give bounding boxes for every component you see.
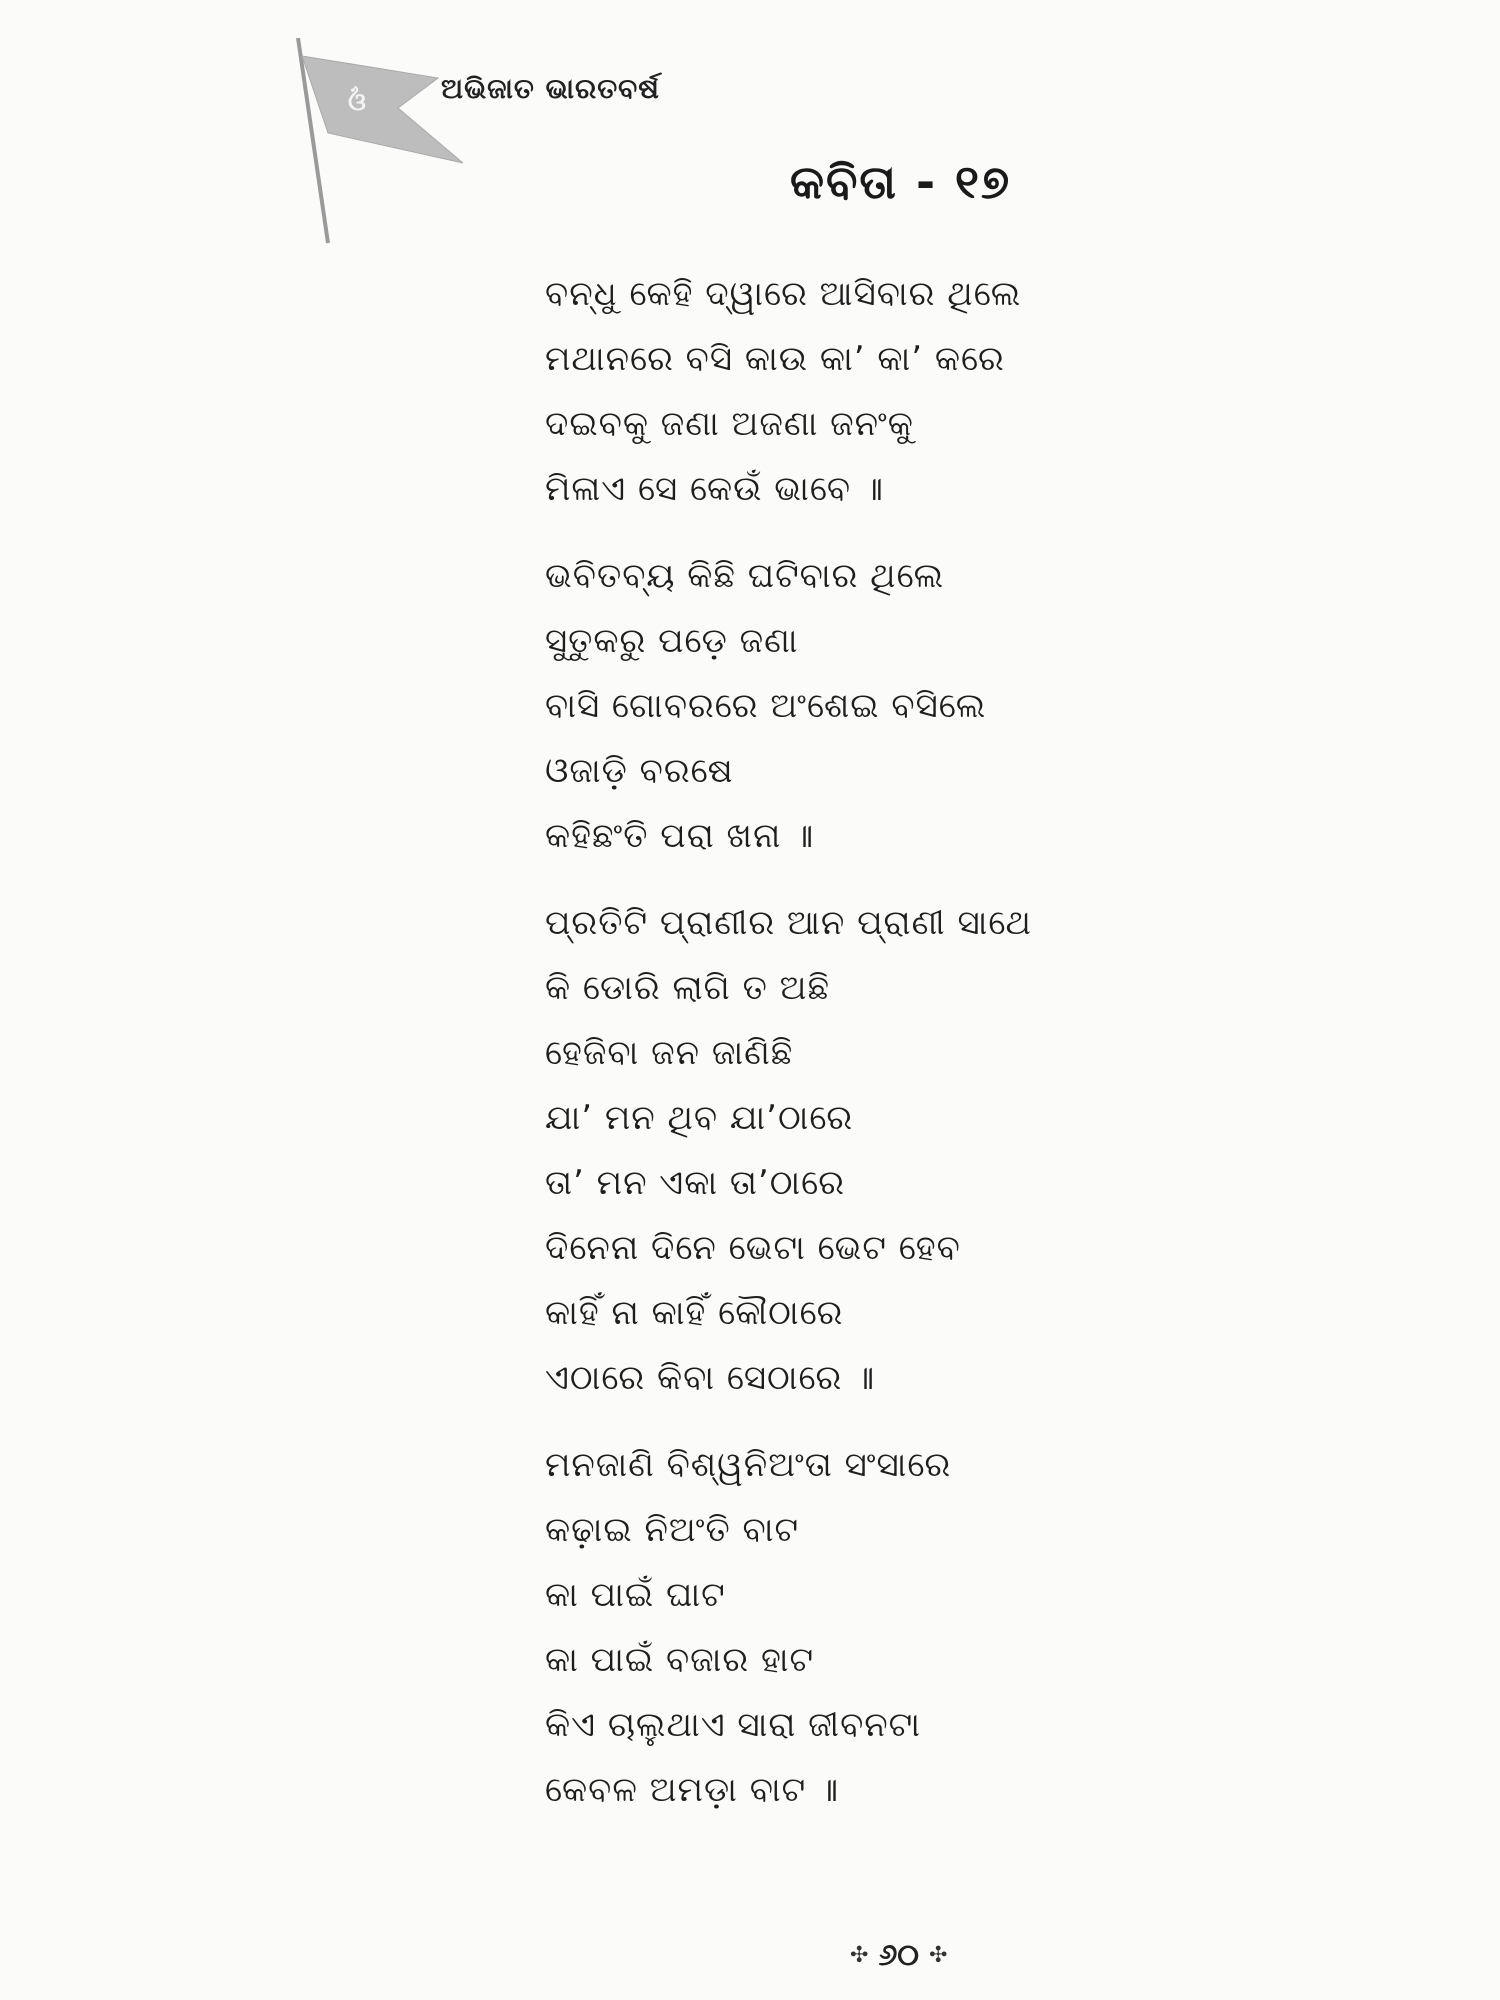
poem-line: ହେଜିବା ଜନ ଜାଣିଛି	[545, 1033, 794, 1073]
ornament-right-icon: ✣	[929, 1943, 948, 1968]
poem-line: ମନଜାଣି ବିଶ୍ୱନିଅଂତା ସଂସାରେ	[545, 1445, 952, 1485]
poem-line: କା ପାଇଁ ବଜାର ହାଟ	[545, 1640, 815, 1680]
poem-line: ଦଇବକୁ ଜଣା ଅଜଣା ଜନଂକୁ	[545, 404, 914, 444]
flag-logo-icon	[288, 38, 468, 248]
poem-line: ଏଠାରେ କିବା ସେଠାରେ ॥	[545, 1358, 876, 1398]
poem-line: କଢ଼ାଇ ନିଅଂତି ବାଟ	[545, 1510, 800, 1550]
poem-line: ତା’ ମନ ଏକା ତା’ଠାରେ	[545, 1163, 845, 1203]
poem-line: ଭବିତବ୍ୟ କିଛି ଘଟିବାର ଥିଲେ	[545, 556, 945, 596]
stanza-3	[545, 891, 1245, 1411]
poem-line: ବନ୍ଧୁ କେହି ଦ୍ୱାରେ ଆସିବାର ଥିଲେ	[545, 274, 1022, 314]
ornament-left-icon: ✣	[850, 1943, 869, 1968]
poem-body	[545, 262, 1245, 1845]
poem-line: ମଥାନରେ ବସି କାଉ କା’ କା’ କରେ	[545, 339, 1005, 379]
poem-line: ମିଳାଏ ସେ କେଉଁ ଭାବେ ॥	[545, 469, 884, 509]
poem-line: କା ପାଇଁ ଘାଟ	[545, 1575, 726, 1615]
poem-line: ସୁତୁକରୁ ପଡ଼େ ଜଣା	[545, 621, 799, 661]
page-number: ୬୦	[878, 1938, 919, 1973]
poem-line: କି ଡୋରି ଲାଗି ତ ଅଛି	[545, 968, 831, 1008]
poem-line: କାହିଁ ନା କାହିଁ କୌଠାରେ	[545, 1293, 844, 1333]
running-head: ଅଭିଜାତ ଭାରତବର୍ଷ	[441, 72, 660, 105]
poem-line: ପ୍ରତିଟି ପ୍ରାଣୀର ଆନ ପ୍ରାଣୀ ସାଥେ	[545, 903, 1032, 943]
poem-title: କବିତା - ୧୭	[790, 155, 1012, 209]
poem-line: କିଏ ଚାଲୁଥାଏ ସାରା ଜୀବନଟା	[545, 1705, 921, 1745]
poem-line: କେବଳ ଅମଡ଼ା ବାଟ ॥	[545, 1770, 840, 1810]
poem-line: ଓଜାଡ଼ି ବରଷେ	[545, 751, 734, 791]
poem-line: ଯା’ ମନ ଥିବ ଯା’ଠାରେ	[545, 1098, 854, 1138]
poem-line: ଦିନେନା ଦିନେ ଭେଟା ଭେଟ ହେବ	[545, 1228, 961, 1268]
poem-line: କହିଛଂତି ପରା ଖନା ॥	[545, 816, 815, 856]
stanza-4	[545, 1433, 1245, 1823]
stanza-1	[545, 262, 1245, 522]
page-footer	[850, 1938, 947, 1973]
poem-line: ବାସି ଗୋବରରେ ଅଂଶେଇ ବସିଲେ	[545, 686, 987, 726]
stanza-2	[545, 544, 1245, 869]
flag-om-symbol: ଓଁ	[348, 87, 366, 117]
